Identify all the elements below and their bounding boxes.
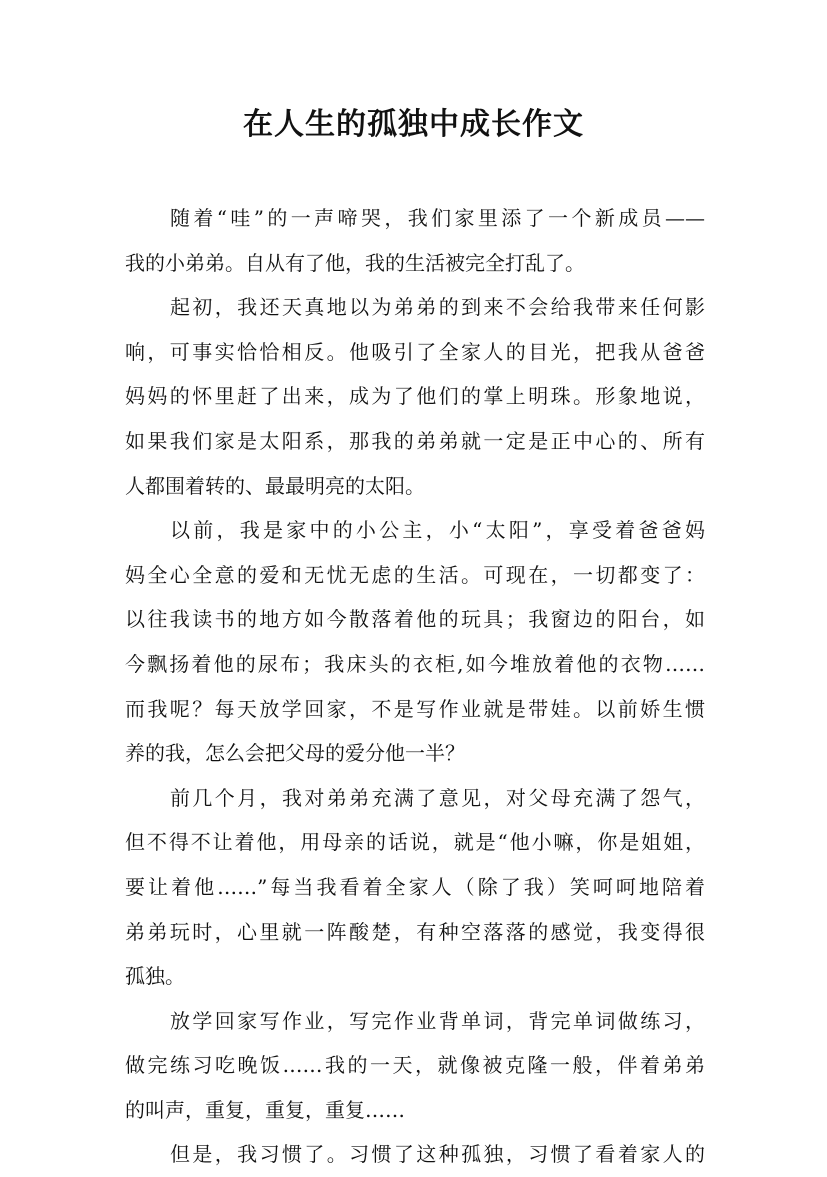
text-line: 以前，我是家中的小公主，小“太阳”，享受着爸爸妈 (170, 518, 705, 543)
text-line: 如果我们家是太阳系，那我的弟弟就一定是正中心的、所有 (125, 428, 705, 453)
text-line: 人都围着转的、最最明亮的太阳。 (125, 473, 425, 498)
text-line: 孤独。 (125, 964, 185, 989)
text-line: 而我呢？每天放学回家，不是写作业就是带娃。以前娇生惯 (125, 696, 705, 721)
text-line: 起初，我还天真地以为弟弟的到来不会给我带来任何影 (170, 295, 705, 320)
text-line: 我的小弟弟。自从有了他，我的生活被完全打乱了。 (125, 250, 585, 275)
text-line: 弟弟玩时，心里就一阵酸楚，有种空落落的感觉，我变得很 (125, 919, 705, 944)
document-body (125, 196, 705, 1177)
text-line: 的叫声，重复，重复，重复…… (125, 1097, 405, 1122)
text-line: 但是，我习惯了。习惯了这种孤独，习惯了看着家人的 (170, 1142, 705, 1167)
text-line: 妈全心全意的爱和无忧无虑的生活。可现在，一切都变了： (125, 562, 705, 587)
text-line: 养的我，怎么会把父母的爱分他一半？ (125, 741, 465, 766)
text-line: 妈妈的怀里赶了出来，成为了他们的掌上明珠。形象地说， (125, 384, 705, 409)
text-line: 做完练习吃晚饭……我的一天，就像被克隆一般，伴着弟弟 (125, 1053, 705, 1078)
text-line: 响，可事实恰恰相反。他吸引了全家人的目光，把我从爸爸 (125, 339, 705, 364)
text-line: 以往我读书的地方如今散落着他的玩具；我窗边的阳台，如 (125, 607, 705, 632)
text-line: 前几个月，我对弟弟充满了意见，对父母充满了怨气， (170, 785, 705, 810)
text-line: 要让着他……”每当我看着全家人（除了我）笑呵呵地陪着 (125, 874, 705, 899)
text-line: 今飘扬着他的尿布；我床头的衣柜,如今堆放着他的衣物…… (125, 651, 705, 676)
document-title: 在人生的孤独中成长作文 (243, 107, 584, 142)
text-line: 但不得不让着他，用母亲的话说，就是“他小嘛，你是姐姐， (125, 830, 705, 855)
text-line: 放学回家写作业，写完作业背单词，背完单词做练习， (170, 1008, 705, 1033)
text-line: 随着“哇”的一声啼哭，我们家里添了一个新成员—— (170, 206, 705, 230)
